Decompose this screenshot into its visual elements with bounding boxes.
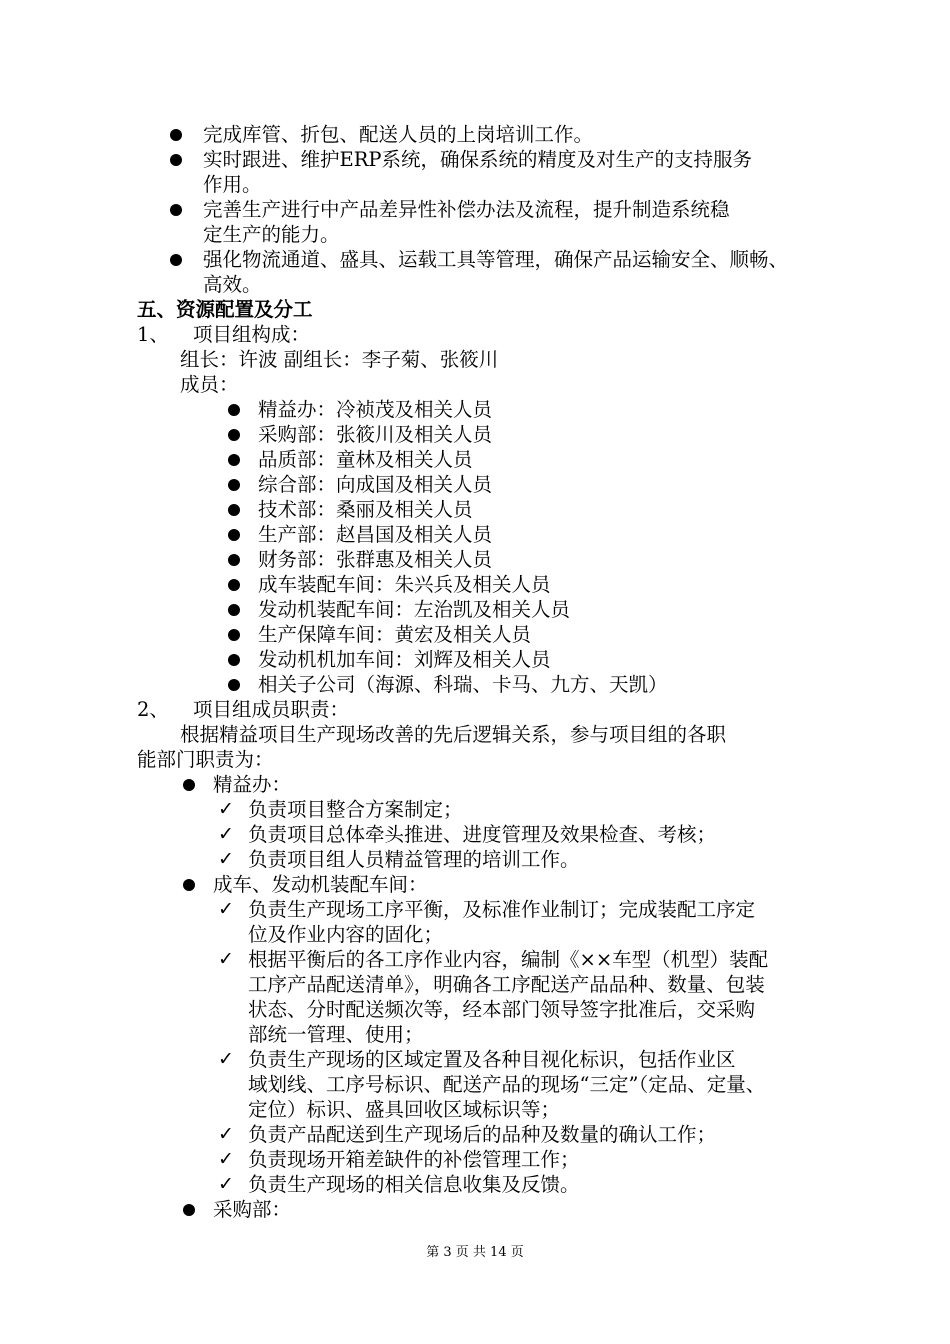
check-mark-icon: ✓ bbox=[218, 1148, 234, 1170]
member-item: 综合部：向成国及相关人员 bbox=[258, 473, 493, 496]
bullet-icon bbox=[170, 129, 182, 141]
bullet-icon bbox=[228, 504, 240, 516]
duty-item: 负责项目组人员精益管理的培训工作。 bbox=[248, 848, 580, 871]
check-mark-icon: ✓ bbox=[218, 798, 234, 820]
intro-paragraph-continuation: 能部门职责为： bbox=[137, 748, 274, 771]
item-title: 项目组成员职责： bbox=[193, 698, 350, 721]
check-mark-icon: ✓ bbox=[218, 1173, 234, 1195]
duty-item-continuation: 工序产品配送清单》，明确各工序配送产品品种、数量、包装 bbox=[248, 973, 765, 996]
bullet-icon bbox=[228, 404, 240, 416]
list-item-continuation: 作用。 bbox=[203, 173, 262, 196]
section-heading: 五、资源配置及分工 bbox=[137, 298, 313, 321]
duty-item: 负责生产现场工序平衡，及标准作业制订；完成装配工序定 bbox=[248, 898, 756, 921]
department-name: 成车、发动机装配车间： bbox=[213, 873, 428, 896]
duty-item: 负责项目总体牵头推进、进度管理及效果检查、考核； bbox=[248, 823, 717, 846]
bullet-icon bbox=[228, 554, 240, 566]
member-item: 品质部：童林及相关人员 bbox=[258, 448, 473, 471]
member-item: 技术部：桑丽及相关人员 bbox=[258, 498, 473, 521]
item-title: 项目组构成： bbox=[193, 323, 311, 346]
bullet-icon bbox=[228, 429, 240, 441]
intro-paragraph: 根据精益项目生产现场改善的先后逻辑关系，参与项目组的各职 bbox=[180, 723, 727, 746]
bullet-icon bbox=[228, 454, 240, 466]
bullet-icon bbox=[228, 679, 240, 691]
member-item: 成车装配车间：朱兴兵及相关人员 bbox=[258, 573, 551, 596]
member-item: 发动机机加车间：刘辉及相关人员 bbox=[258, 648, 551, 671]
bullet-icon bbox=[228, 654, 240, 666]
duty-item: 负责产品配送到生产现场后的品种及数量的确认工作； bbox=[248, 1123, 717, 1146]
list-item-continuation: 定生产的能力。 bbox=[203, 223, 340, 246]
list-item: 完成库管、折包、配送人员的上岗培训工作。 bbox=[203, 123, 594, 146]
duty-item: 负责项目整合方案制定； bbox=[248, 798, 463, 821]
leaders-line: 组长：许波 副组长：李子菊、张筱川 bbox=[180, 348, 499, 371]
page-footer: 第 3 页 共 14 页 bbox=[426, 1245, 524, 1260]
department-name: 精益办： bbox=[213, 773, 292, 796]
bullet-icon bbox=[228, 604, 240, 616]
duty-item-continuation: 定位）标识、盛具回收区域标识等； bbox=[248, 1098, 561, 1121]
duty-item-continuation: 部统一管理、使用； bbox=[248, 1023, 424, 1046]
check-mark-icon: ✓ bbox=[218, 1123, 234, 1145]
duty-item-continuation: 位及作业内容的固化； bbox=[248, 923, 444, 946]
check-mark-icon: ✓ bbox=[218, 823, 234, 845]
member-item: 发动机装配车间：左治凯及相关人员 bbox=[258, 598, 571, 621]
members-label: 成员： bbox=[180, 373, 239, 396]
check-mark-icon: ✓ bbox=[218, 948, 234, 970]
member-item: 相关子公司（海源、科瑞、卡马、九方、天凯） bbox=[258, 673, 668, 696]
check-mark-icon: ✓ bbox=[218, 898, 234, 920]
member-item: 生产部：赵昌国及相关人员 bbox=[258, 523, 493, 546]
duty-item-continuation: 域划线、工序号标识、配送产品的现场“三定”（定品、定量、 bbox=[248, 1073, 766, 1096]
bullet-icon bbox=[170, 154, 182, 166]
item-number: 1、 bbox=[137, 323, 169, 346]
bullet-icon bbox=[228, 629, 240, 641]
department-name: 采购部： bbox=[213, 1198, 292, 1221]
bullet-icon bbox=[183, 779, 195, 791]
duty-item: 根据平衡后的各工序作业内容，编制《××车型（机型）装配 bbox=[248, 948, 769, 971]
bullet-icon bbox=[183, 879, 195, 891]
member-item: 生产保障车间：黄宏及相关人员 bbox=[258, 623, 532, 646]
bullet-icon bbox=[170, 254, 182, 266]
list-item: 实时跟进、维护ERP系统，确保系统的精度及对生产的支持服务 bbox=[203, 148, 753, 171]
duty-item-continuation: 状态、分时配送频次等，经本部门领导签字批准后，交采购 bbox=[248, 998, 756, 1021]
check-mark-icon: ✓ bbox=[218, 848, 234, 870]
list-item-continuation: 高效。 bbox=[203, 273, 262, 296]
bullet-icon bbox=[170, 204, 182, 216]
member-item: 财务部：张群惠及相关人员 bbox=[258, 548, 493, 571]
duty-item: 负责现场开箱差缺件的补偿管理工作； bbox=[248, 1148, 580, 1171]
list-item: 完善生产进行中产品差异性补偿办法及流程，提升制造系统稳 bbox=[203, 198, 730, 221]
member-item: 精益办：冷祯茂及相关人员 bbox=[258, 398, 493, 421]
list-item: 强化物流通道、盛具、运载工具等管理，确保产品运输安全、顺畅、 bbox=[203, 248, 789, 271]
bullet-icon bbox=[228, 579, 240, 591]
check-mark-icon: ✓ bbox=[218, 1048, 234, 1070]
member-item: 采购部：张筱川及相关人员 bbox=[258, 423, 493, 446]
duty-item: 负责生产现场的相关信息收集及反馈。 bbox=[248, 1173, 580, 1196]
item-number: 2、 bbox=[137, 698, 169, 721]
bullet-icon bbox=[228, 529, 240, 541]
bullet-icon bbox=[183, 1204, 195, 1216]
duty-item: 负责生产现场的区域定置及各种目视化标识，包括作业区 bbox=[248, 1048, 736, 1071]
bullet-icon bbox=[228, 479, 240, 491]
